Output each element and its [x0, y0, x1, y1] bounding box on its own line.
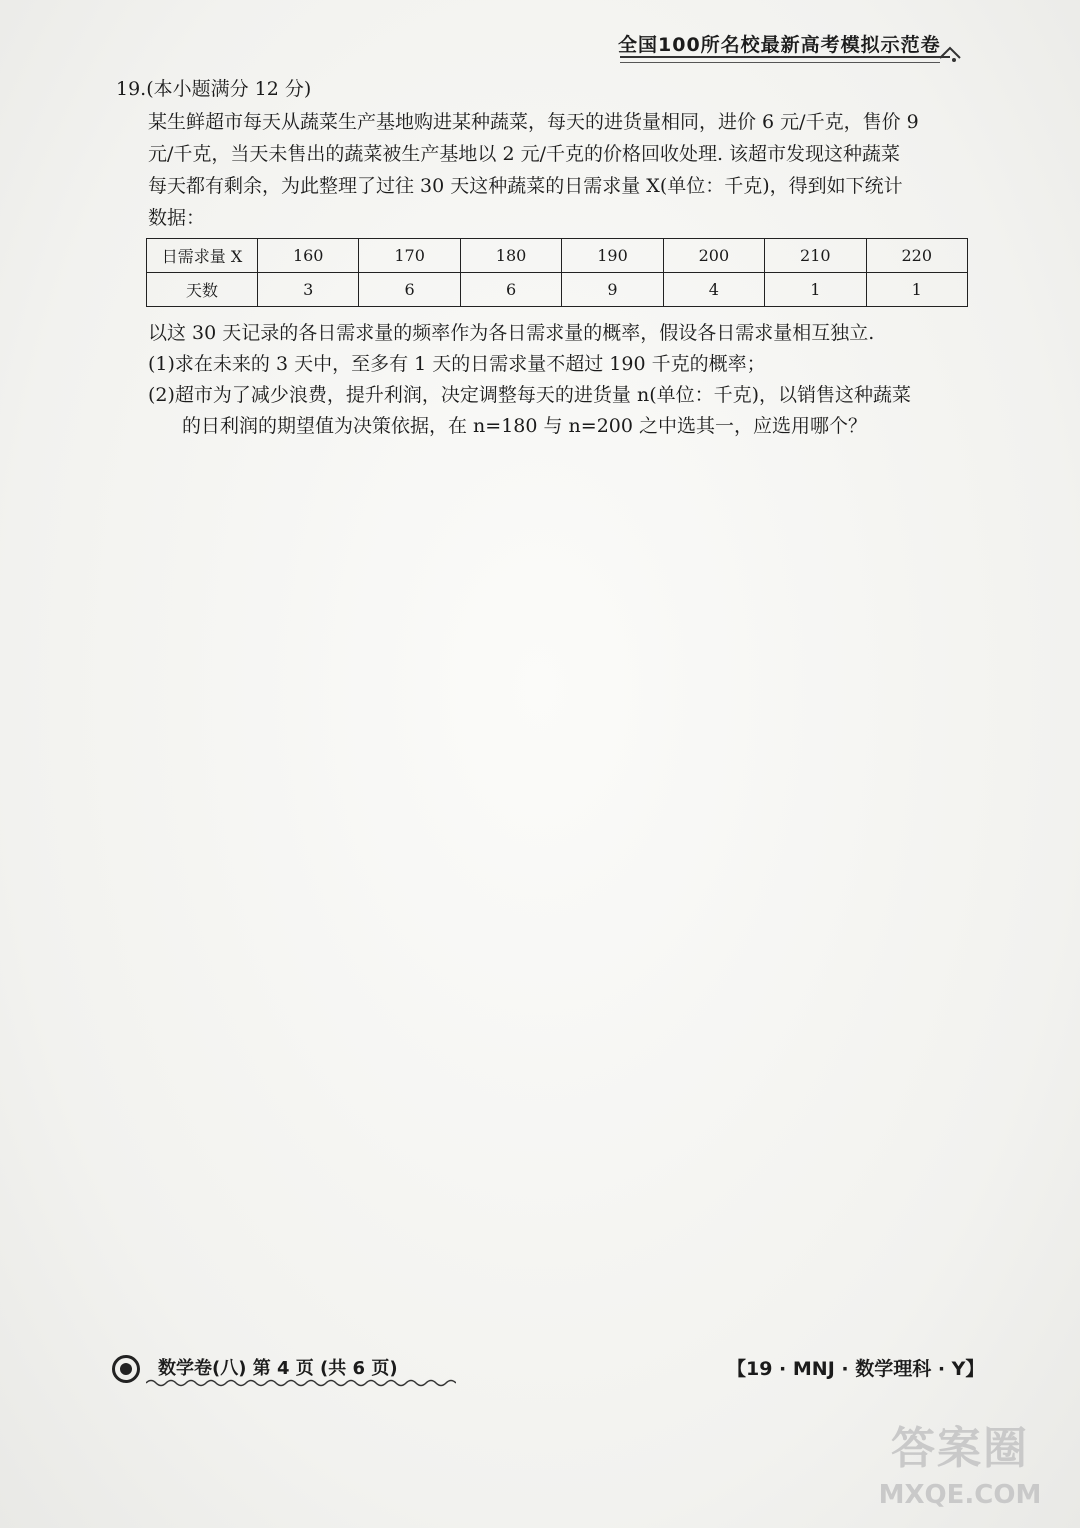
table-cell: 220: [866, 239, 967, 273]
header-title: 全国100所名校最新高考模拟示范卷: [618, 34, 941, 56]
question-points: (本小题满分 12 分): [146, 78, 312, 100]
part-2-line-2: 的日利润的期望值为决策依据，在 n=180 与 n=200 之中选其一，应选用哪个？: [182, 415, 868, 437]
table-cell: 180: [460, 239, 561, 273]
table-cell: 6: [359, 273, 460, 307]
table-cell: 170: [359, 239, 460, 273]
header-rule: [620, 56, 950, 58]
demand-table: [146, 238, 968, 307]
table-cell: 160: [258, 239, 359, 273]
table-row-demand: [147, 239, 968, 273]
stem-line-3: 每天都有剩余，为此整理了过往 30 天这种蔬菜的日需求量 X(单位：千克)，得到如下统计: [148, 175, 903, 197]
table-cell: 210: [765, 239, 866, 273]
table-header-demand: 日需求量 X: [147, 239, 258, 273]
header-rule-thin: [620, 62, 940, 63]
watermark-line-2: MXQE.COM: [878, 1480, 1042, 1510]
table-cell: 200: [663, 239, 764, 273]
target-icon: [112, 1355, 140, 1383]
table-cell: 3: [258, 273, 359, 307]
question-header: [116, 74, 311, 101]
footer-page-info: 数学卷(八) 第 4 页 (共 6 页): [158, 1358, 398, 1379]
part-2-line-1: (2)超市为了减少浪费，提升利润，决定调整每天的进货量 n(单位：千克)，以销售这种蔬菜: [148, 384, 912, 406]
question-parts: [148, 318, 978, 442]
table-header-days: 天数: [147, 273, 258, 307]
table-cell: 6: [460, 273, 561, 307]
table-cell: 1: [765, 273, 866, 307]
table-cell: 190: [562, 239, 663, 273]
question-number: 19.: [116, 78, 147, 100]
stem-line-2: 元/千克，当天未售出的蔬菜被生产基地以 2 元/千克的价格回收处理. 该超市发现这种蔬菜: [148, 143, 901, 165]
table-cell: 9: [562, 273, 663, 307]
assumption-text: 以这 30 天记录的各日需求量的频率作为各日需求量的概率，假设各日需求量相互独立.: [148, 322, 875, 344]
wavy-underline: [146, 1378, 456, 1388]
watermark-line-1: 答案圈: [891, 1423, 1029, 1474]
stem-line-4: 数据：: [148, 207, 206, 229]
part-1-text: (1)求在未来的 3 天中，至多有 1 天的日需求量不超过 190 千克的概率；: [148, 353, 766, 375]
table-cell: 4: [663, 273, 764, 307]
header-ornament-icon: [938, 42, 962, 66]
stem-line-1: 某生鲜超市每天从蔬菜生产基地购进某种蔬菜，每天的进货量相同，进价 6 元/千克，售价 9: [148, 111, 919, 133]
table-row-days: [147, 273, 968, 307]
footer-code: 【19 · MNJ · 数学理科 · Y】: [727, 1358, 985, 1380]
question-stem: [148, 106, 968, 234]
watermark-logo: [860, 1412, 1060, 1522]
table-cell: 1: [866, 273, 967, 307]
